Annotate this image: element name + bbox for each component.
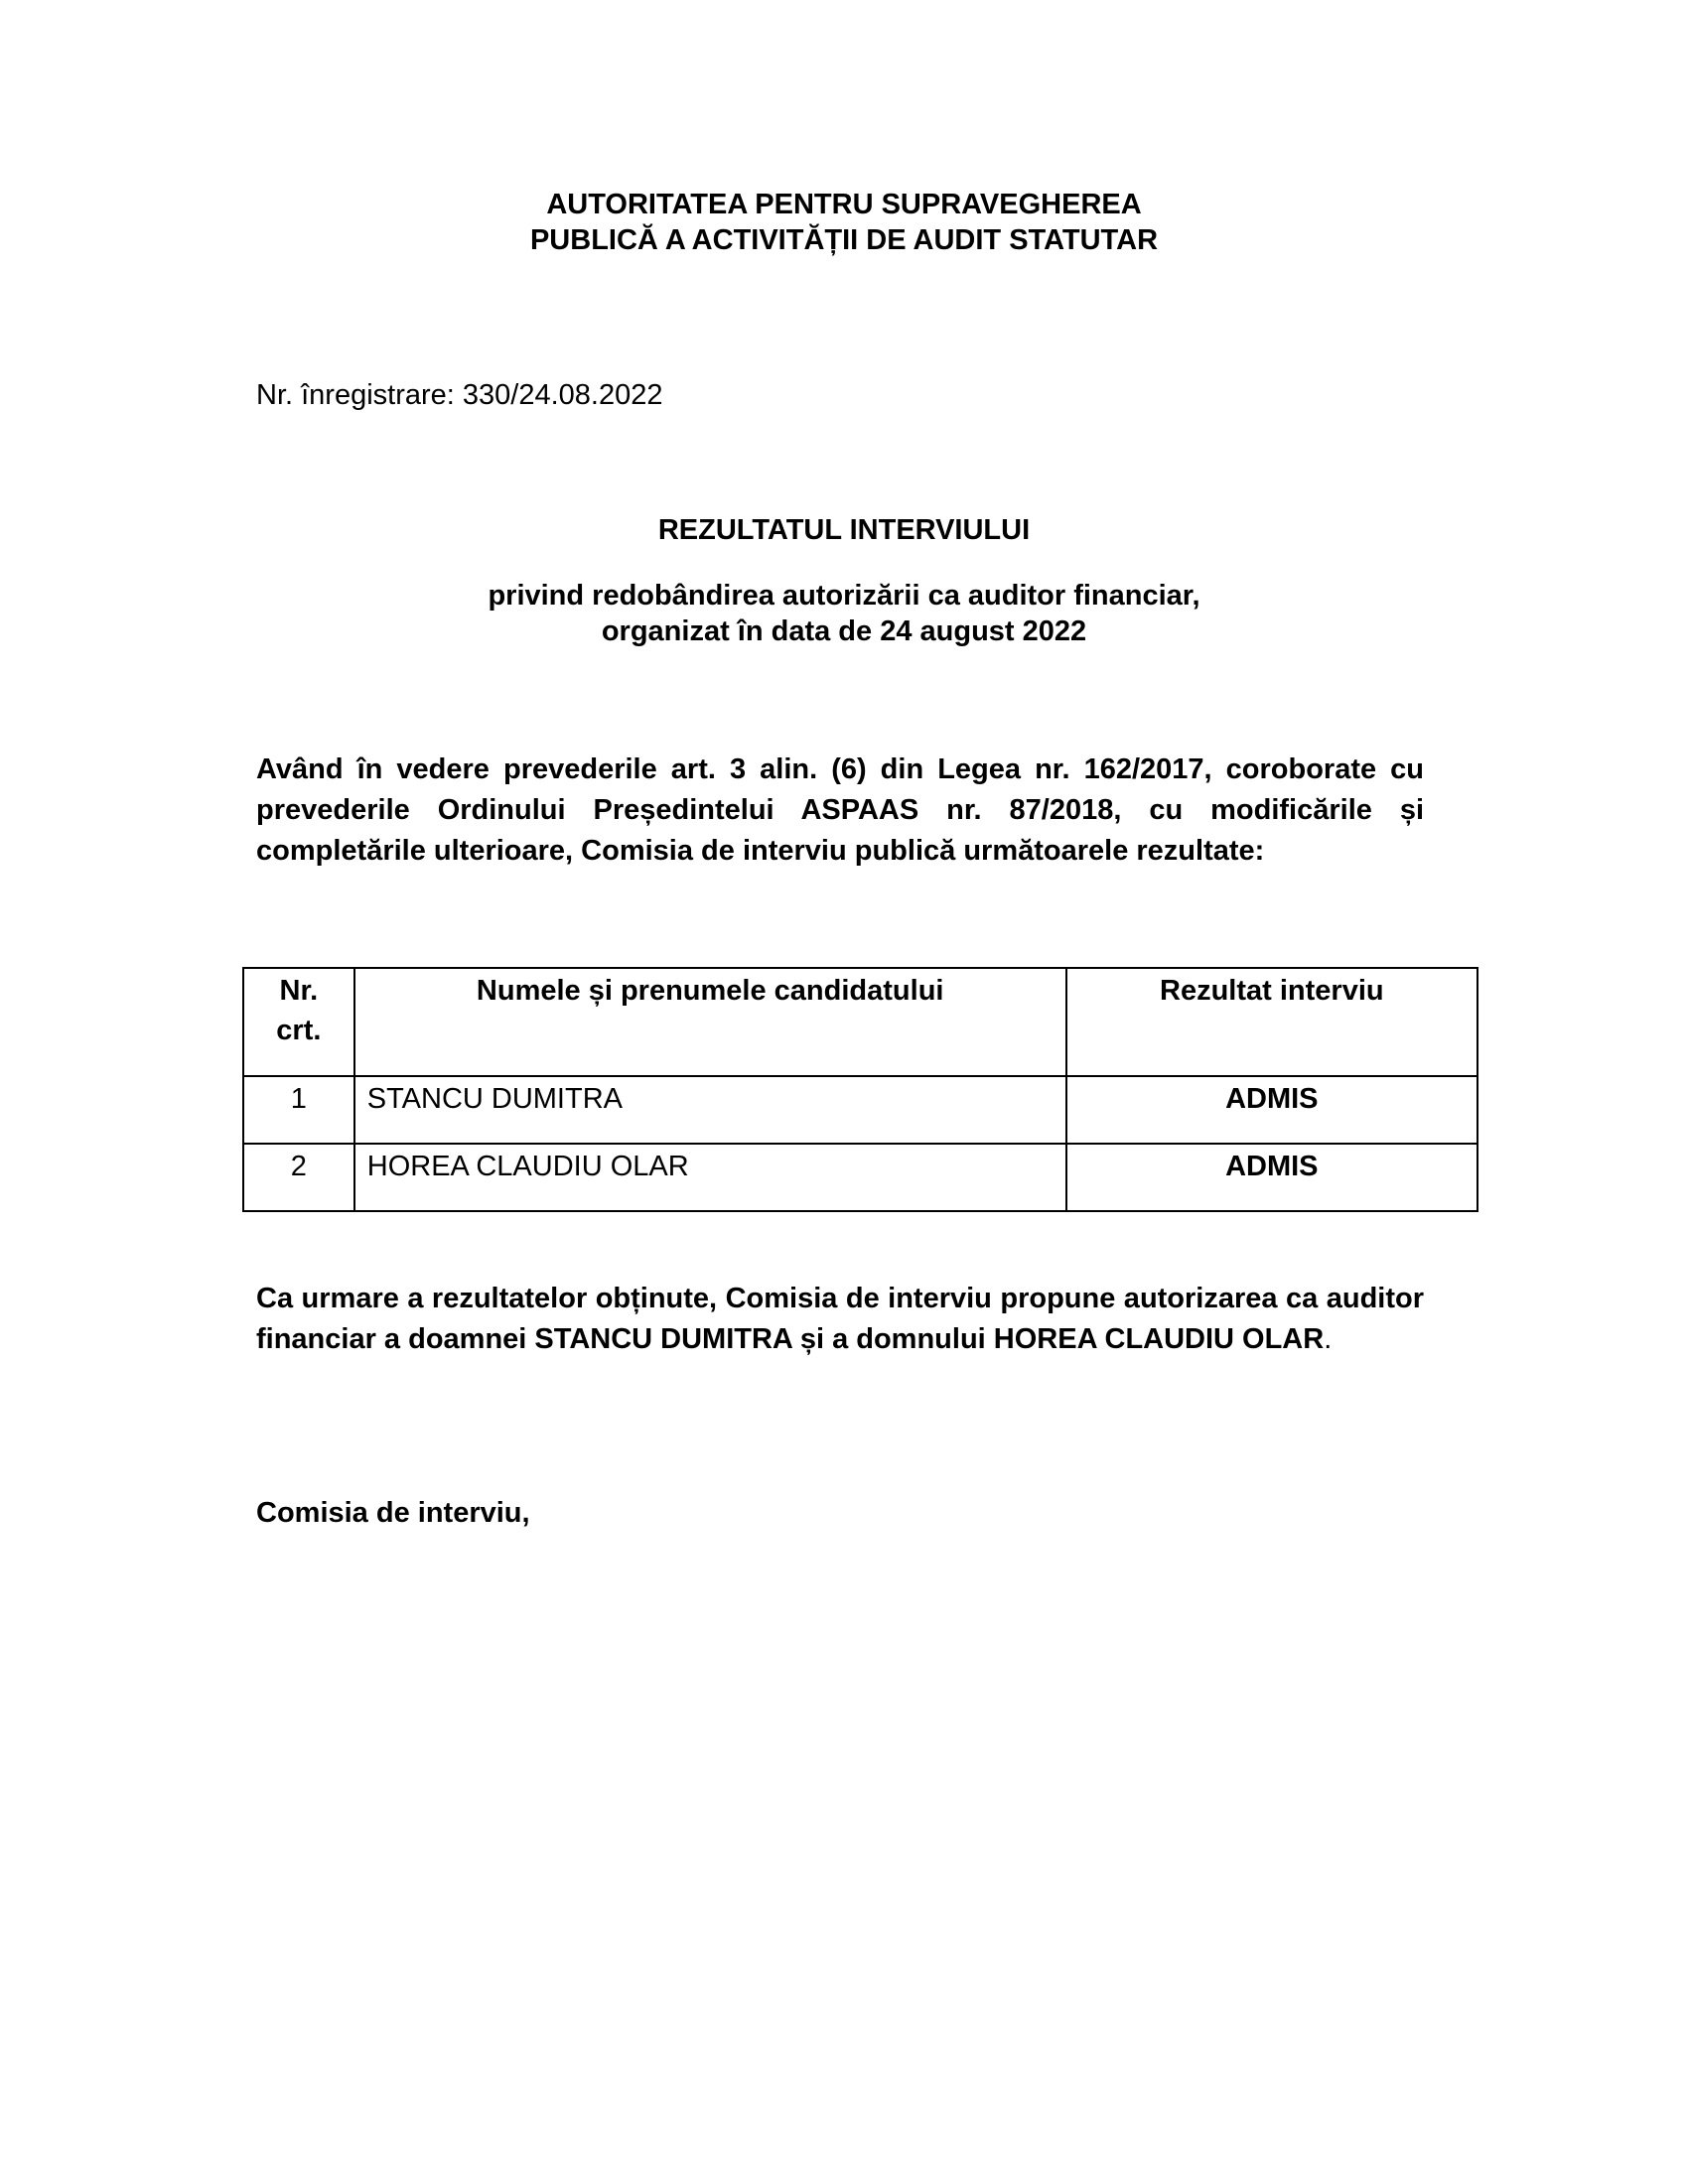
signature-label: Comisia de interviu, xyxy=(256,1497,530,1529)
authority-header-line2: PUBLICĂ A ACTIVITĂȚII DE AUDIT STATUTAR xyxy=(529,224,1159,256)
intro-paragraph: Având în vedere prevederile art. 3 alin. (6) din Legea nr. 162/2017, coroborate cu prevederile Ordinului Președintelui ASPAAS nr. 87/2018, cu modificările și completările ulterioare, Comisia de interviu publică următoarele rezultate: xyxy=(256,753,1424,867)
header-name: Numele și prenumele candidatului xyxy=(354,968,1066,1076)
header-result: Rezultat interviu xyxy=(1066,968,1477,1076)
authority-header-line1: AUTORITATEA PENTRU SUPRAVEGHEREA xyxy=(546,189,1142,220)
results-table xyxy=(242,967,1478,1212)
row-result: ADMIS xyxy=(1066,1076,1477,1144)
table-row xyxy=(243,1076,1477,1144)
header-nr: Nr. crt. xyxy=(243,968,354,1076)
table-row xyxy=(243,1144,1477,1211)
row-nr: 1 xyxy=(243,1076,354,1144)
table-header-row xyxy=(243,968,1477,1076)
subtitle-line1: privind redobândirea autorizării ca auditor financiar, xyxy=(488,580,1200,612)
row-name: HOREA CLAUDIU OLAR xyxy=(354,1144,1066,1211)
row-result: ADMIS xyxy=(1066,1144,1477,1211)
registration-number: Nr. înregistrare: 330/24.08.2022 xyxy=(256,379,663,411)
row-name: STANCU DUMITRA xyxy=(354,1076,1066,1144)
authority-header xyxy=(0,187,1688,258)
subtitle-line2: organizat în data de 24 august 2022 xyxy=(601,615,1087,647)
conclusion-paragraph xyxy=(256,1279,1424,1360)
conclusion-text: Ca urmare a rezultatelor obținute, Comisia de interviu propune autorizarea ca auditor financiar a doamnei STANCU DUMITRA și a domnului HOREA CLAUDIU OLAR xyxy=(256,1283,1424,1355)
row-nr: 2 xyxy=(243,1144,354,1211)
document-title: REZULTATUL INTERVIULUI xyxy=(657,514,1031,546)
document-subtitle xyxy=(0,578,1688,649)
conclusion-period: . xyxy=(1324,1323,1333,1355)
